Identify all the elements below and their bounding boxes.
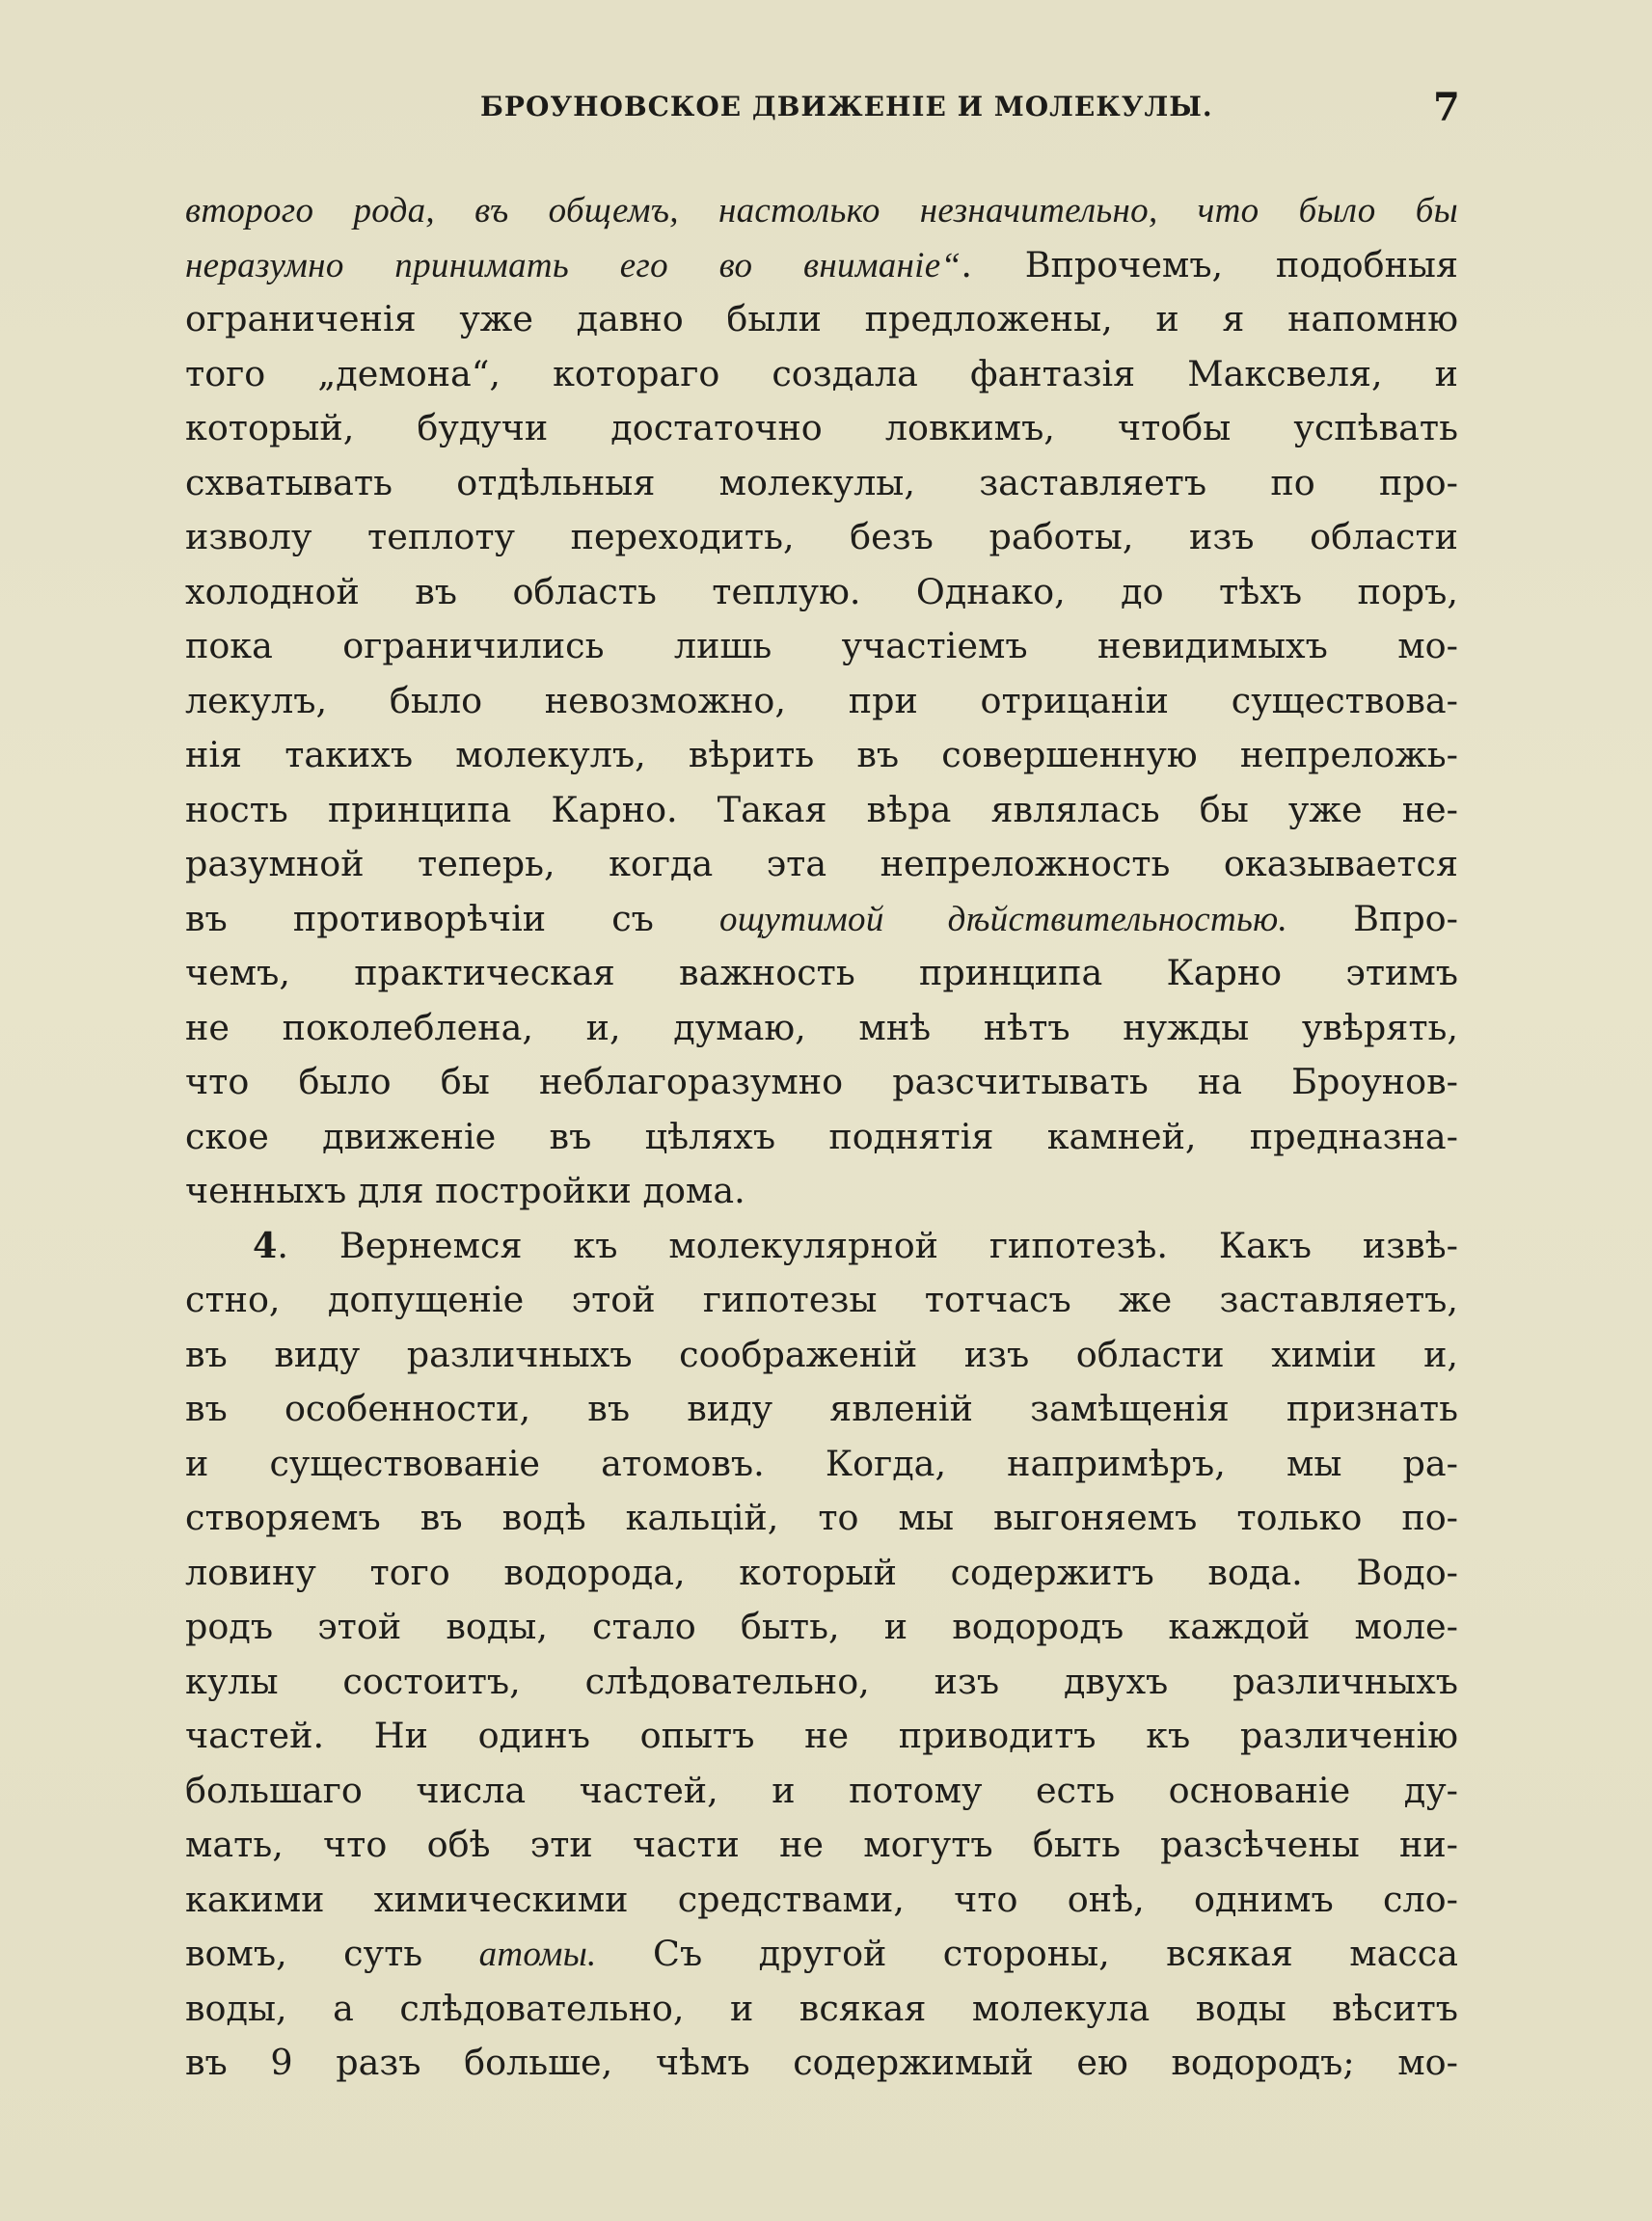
text-line bbox=[185, 619, 1458, 674]
text-line bbox=[185, 1927, 1458, 1982]
text-line bbox=[185, 183, 1458, 238]
page-number: 7 bbox=[1433, 85, 1460, 130]
text-run: . Вернемся къ молекулярной гипотезѣ. Какъ извѣ- bbox=[277, 1224, 1458, 1266]
text-line bbox=[185, 1982, 1458, 2037]
text-run: который, будучи достаточно ловкимъ, чтобы успѣвать bbox=[185, 407, 1458, 448]
text-line bbox=[185, 238, 1458, 293]
text-line bbox=[185, 1818, 1458, 1873]
text-run: въ 9 разъ больше, чѣмъ содержимый ею водородъ; мо- bbox=[185, 2042, 1458, 2083]
text-line bbox=[185, 1764, 1458, 1819]
text-run: и существованiе атомовъ. Когда, напримѣръ, мы ра- bbox=[185, 1442, 1458, 1484]
text-line bbox=[185, 1219, 1458, 1274]
text-run: въ особенности, въ виду явленiй замѣщенiя признать bbox=[185, 1388, 1458, 1429]
text-run: ченныхъ для постройки дома. bbox=[185, 1170, 745, 1211]
text-run: стно, допущенiе этой гипотезы тотчасъ же заставляетъ, bbox=[185, 1279, 1458, 1320]
text-run: большаго числа частей, и потому есть основанiе ду- bbox=[185, 1769, 1458, 1811]
text-line bbox=[185, 1600, 1458, 1655]
text-line bbox=[185, 292, 1458, 347]
text-line bbox=[185, 1001, 1458, 1056]
text-run: холодной въ область теплую. Однако, до тѣхъ поръ, bbox=[185, 570, 1458, 612]
text-run: створяемъ въ водѣ кальцiй, то мы выгоняемъ только по- bbox=[185, 1497, 1458, 1538]
text-line bbox=[185, 565, 1458, 620]
text-run: изволу теплоту переходить, безъ работы, изъ области bbox=[185, 516, 1458, 557]
italic-text: второго рода, въ общемъ, настолько незначительно, что было бы bbox=[185, 191, 1458, 230]
text-line bbox=[185, 401, 1458, 456]
text-run: схватывать отдѣльныя молекулы, заставляетъ по про- bbox=[185, 461, 1458, 503]
text-line bbox=[185, 1437, 1458, 1492]
text-run: кулы состоитъ, слѣдовательно, изъ двухъ различныхъ bbox=[185, 1660, 1458, 1702]
text-run: ограниченiя уже давно были предложены, и я напомню bbox=[185, 298, 1458, 339]
italic-text: ощутимой дѣйствительностью. bbox=[719, 899, 1288, 939]
text-line bbox=[185, 1110, 1458, 1165]
text-run: какими химическими средствами, что онѣ, однимъ сло- bbox=[185, 1878, 1458, 1920]
text-line bbox=[185, 946, 1458, 1001]
text-line bbox=[185, 674, 1458, 729]
text-run: въ виду различныхъ соображенiй изъ области химiи и, bbox=[185, 1333, 1458, 1375]
text-run: въ противорѣчiи съ bbox=[185, 897, 720, 939]
text-line bbox=[185, 728, 1458, 783]
text-line bbox=[185, 783, 1458, 838]
text-run: Впро- bbox=[1287, 897, 1458, 939]
text-line bbox=[185, 892, 1458, 947]
text-run: чемъ, практическая важность принципа Карно этимъ bbox=[185, 952, 1458, 993]
running-header bbox=[0, 85, 1652, 143]
text-line bbox=[185, 1055, 1458, 1110]
text-line bbox=[185, 510, 1458, 565]
text-run: пока ограничились лишь участiемъ невидимыхъ мо- bbox=[185, 625, 1458, 666]
running-title: БРОУНОВСКОЕ ДВИЖЕНIЕ И МОЛЕКУЛЫ. bbox=[480, 91, 1213, 122]
text-run: что было бы неблагоразумно разсчитывать на Броунов- bbox=[185, 1061, 1458, 1102]
text-line bbox=[185, 2036, 1458, 2091]
text-run: разумной теперь, когда эта непреложность оказывается bbox=[185, 843, 1458, 884]
text-line bbox=[185, 347, 1458, 402]
text-line bbox=[185, 1709, 1458, 1764]
text-run: частей. Ни одинъ опытъ не приводитъ къ различенiю bbox=[185, 1715, 1458, 1756]
text-line bbox=[185, 1382, 1458, 1437]
text-run: ловину того водорода, который содержитъ вода. Водо- bbox=[185, 1551, 1458, 1593]
text-run: вомъ, суть bbox=[185, 1933, 479, 1974]
section-number: 4 bbox=[253, 1224, 278, 1266]
text-run: ность принципа Карно. Такая вѣра являлась бы уже не- bbox=[185, 788, 1458, 830]
body-text bbox=[185, 183, 1458, 2091]
text-line bbox=[185, 837, 1458, 892]
text-line bbox=[185, 1655, 1458, 1710]
text-run: воды, а слѣдовательно, и всякая молекула воды вѣситъ bbox=[185, 1987, 1458, 2029]
text-line bbox=[185, 1546, 1458, 1601]
text-run: лекулъ, было невозможно, при отрицанiи существова- bbox=[185, 679, 1458, 721]
text-line bbox=[185, 1273, 1458, 1328]
italic-text: неразумно принимать его во вниманiе“ bbox=[185, 245, 961, 285]
text-run: того „демона“, котораго создала фантазiя Максвеля, и bbox=[185, 352, 1458, 394]
text-line bbox=[185, 1328, 1458, 1383]
text-line bbox=[185, 456, 1458, 511]
text-run: мать, что обѣ эти части не могутъ быть разсѣчены ни- bbox=[185, 1824, 1458, 1865]
italic-text: атомы. bbox=[478, 1935, 597, 1974]
text-run: ское движенiе въ цѣляхъ поднятiя камней, предназна- bbox=[185, 1115, 1458, 1157]
text-run: не поколеблена, и, думаю, мнѣ нѣтъ нужды увѣрять, bbox=[185, 1006, 1458, 1048]
text-line bbox=[185, 1164, 1458, 1219]
text-line bbox=[185, 1873, 1458, 1928]
text-run: . Впрочемъ, подобныя bbox=[961, 243, 1458, 285]
text-run: родъ этой воды, стало быть, и водородъ каждой моле- bbox=[185, 1606, 1458, 1647]
text-run: Съ другой стороны, всякая масса bbox=[596, 1933, 1458, 1974]
text-line bbox=[185, 1491, 1458, 1546]
text-run: нiя такихъ молекулъ, вѣрить въ совершенную непреложь- bbox=[185, 734, 1458, 775]
